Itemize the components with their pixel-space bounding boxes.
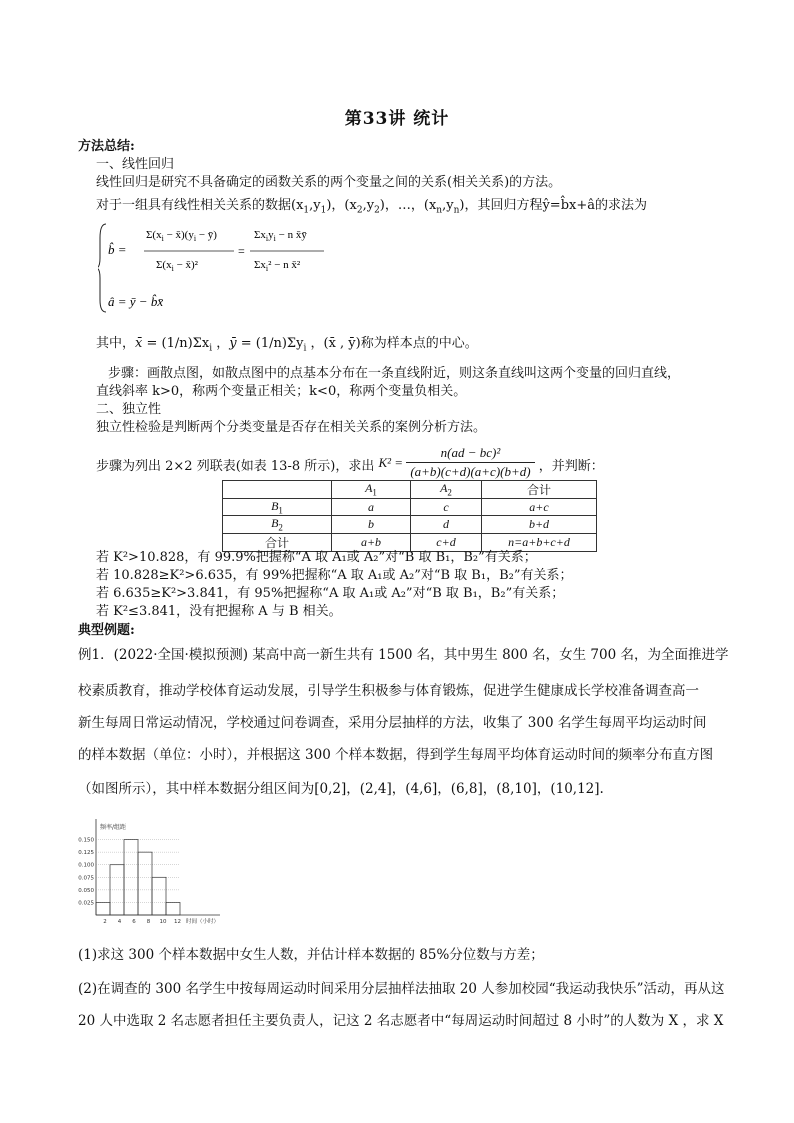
- sample-center-a: 其中，: [96, 336, 136, 351]
- section-2-title: 二、独立性: [96, 402, 162, 417]
- svg-text:Σxi² − n x̄²: $\Sigma x_i^2 - n$ x̄²: [254, 259, 301, 273]
- example-line-3: 新生每周日常运动情况，学校通过问卷调查，采用分层抽样的方法，收集了 300 名学生每周平均运动时间: [78, 715, 707, 731]
- example-line-2: 校素质教育，推动学校体育运动发展，引导学生积极参与体育锻炼，促进学生健康成长学校准备调查高一: [78, 683, 699, 699]
- section-1-line-2c: 的求法为: [595, 198, 648, 213]
- x-tick-label: 6: [132, 919, 136, 925]
- histogram-bar: [152, 877, 166, 915]
- table-cell: b+d: [482, 516, 597, 533]
- table-cell: c+d: [411, 533, 482, 551]
- x-axis-label: 时间（小时）: [186, 919, 220, 925]
- table-row: [223, 516, 597, 533]
- svg-text:â = ȳ − b̂x̄: â = ȳ − b̂x̄: [108, 294, 164, 309]
- table-cell: $A_1$: [332, 481, 411, 499]
- typical-examples-header: 典型例题:: [78, 623, 135, 638]
- x-tick-label: 10: [159, 919, 167, 925]
- contingency-table: [222, 480, 597, 552]
- table-cell: 合计: [223, 533, 332, 551]
- histogram-bar: [96, 902, 110, 915]
- svg-text:=: =: [238, 244, 245, 258]
- y-tick-label: 0.150: [78, 837, 94, 844]
- section-1-line-1: 线性回归是研究不具备确定的函数关系的两个变量之间的关系(相关关系)的方法。: [96, 175, 562, 190]
- table-cell: a+c: [482, 499, 597, 516]
- table-cell: 合计: [482, 481, 597, 499]
- x-tick-label: 4: [117, 919, 122, 925]
- regression-formula: [98, 218, 338, 318]
- method-summary-header: 方法总结:: [78, 139, 135, 154]
- y-tick-label: 0.050: [78, 887, 94, 894]
- table-header-row: [223, 481, 597, 499]
- judge-line-1: 若 K²>10.828，有 99.9%把握称“A 取 A₁或 A₂”对“B 取 B₁，B₂”有关系；: [96, 550, 537, 565]
- table-cell: a+b: [332, 533, 411, 551]
- svg-text:Σ(xi − x̄)²: $\Sigma(x_i$ − x̄)²: [156, 259, 198, 273]
- table-cell: c: [411, 499, 482, 516]
- question-1: (1)求这 300 个样本数据中女生人数，并估计样本数据的 85%分位数与方差；: [78, 947, 544, 963]
- section-1-line-2b: ，其回归方程: [464, 198, 543, 213]
- table-cell: $A_2$: [411, 481, 482, 499]
- histogram-bar: [138, 852, 152, 915]
- table-cell: a: [332, 499, 411, 516]
- table-cell: n=a+b+c+d: [482, 533, 597, 551]
- regression-equation: ŷ=b̂x+â: [542, 198, 595, 213]
- section-2-line-2a: 步骤为列出 2×2 列联表(如表 13-8 所示)，求出: [96, 459, 375, 474]
- data-points-text: $_1,y_1$)，$(x_2,y_2)$，…，$(x_n,y_n)$: [303, 198, 465, 216]
- section-2-line-1: 独立性检验是判断两个分类变量是否存在相关关系的案例分析方法。: [96, 420, 487, 435]
- example-line-1: 例1．(2022·全国·模拟预测) 某高中高一新生共有 1500 名，其中男生 800 名，女生 700 名，为全面推进学: [78, 647, 729, 663]
- x-tick-label: 2: [103, 919, 107, 925]
- y-tick-label: 0.025: [78, 900, 94, 907]
- section-1-steps-2: 直线斜率 k>0，称两个变量正相关；k<0，称两个变量负相关。: [96, 384, 467, 399]
- section-1-line-2a: 对于一组具有线性相关关系的数据(x: [96, 198, 304, 213]
- question-2-line-2: 20 人中选取 2 名志愿者担任主要负责人，记这 2 名志愿者中“每周运动时间超过 8 小时”的人数为 X ，求 X: [78, 1013, 724, 1029]
- section-2-line-2b: ，并判断：: [538, 459, 604, 474]
- svg-text:b̂ =: b̂ =: [108, 242, 127, 257]
- mean-formula: x̄ = $(1/n)\Sigma x_i$ ，ȳ = $(1/n)\Sigma y_i$ ，(x̄ , ȳ): [135, 336, 361, 354]
- example-line-4: 的样本数据（单位：小时），并根据这 300 个样本数据，得到学生每周平均体育运动时间的频率分布直方图: [78, 747, 714, 763]
- y-axis-label: 频率/组距: [100, 824, 127, 831]
- histogram-bar: [166, 902, 180, 915]
- k-squared-formula: K² = $\frac{\text{n(ad − bc)²}}{(a+b)(c+d)(a+c)(b+d)}$: [378, 444, 534, 481]
- table-cell: $B_1$: [223, 499, 332, 516]
- table-cell: d: [411, 516, 482, 533]
- table-cell: [223, 481, 332, 499]
- y-tick-label: 0.075: [78, 875, 94, 882]
- section-1-title: 一、线性回归: [96, 157, 175, 172]
- judge-line-2: 若 10.828≥K²>6.635，有 99%把握称“A 取 A₁或 A₂”对“B 取 B₁，B₂”有关系；: [96, 568, 573, 583]
- y-tick-label: 0.100: [78, 862, 94, 869]
- question-2-line-1: (2)在调查的 300 名学生中按每周运动时间采用分层抽样法抽取 20 人参加校园“我运动我快乐”活动，再从这: [78, 981, 725, 997]
- x-tick-label: 12: [174, 919, 181, 925]
- frequency-histogram: [72, 815, 272, 930]
- x-tick-label: 8: [146, 919, 151, 925]
- example-line-5: （如图所示），其中样本数据分组区间为[0,2]，(2,4]，(4,6]，(6,8]，(8,10]，(10,12].: [78, 781, 604, 797]
- page-title: 第33讲 统计: [344, 109, 450, 129]
- judge-line-4: 若 K²≤3.841，没有把握称 A 与 B 相关。: [96, 604, 342, 619]
- sample-center-b: 称为样本点的中心。: [360, 336, 478, 351]
- section-1-line-2: [96, 197, 647, 220]
- judge-line-3: 若 6.635≥K²>3.841，有 95%把握称“A 取 A₁或 A₂”对“B 取 B₁，B₂”有关系；: [96, 586, 565, 601]
- sample-center-line: [96, 335, 478, 358]
- table-row: [223, 499, 597, 516]
- y-tick-label: 0.125: [78, 850, 94, 857]
- svg-text:Σxiyi − n x̄ȳ: $\Sigma x_iy_i - n$ x̄ȳ: [254, 229, 307, 243]
- section-1-steps-1: 步骤：画散点图，如散点图中的点基本分布在一条直线附近，则这条直线叫这两个变量的回归直线，: [108, 366, 681, 381]
- table-cell: b: [332, 516, 411, 533]
- table-cell: $B_2$: [223, 516, 332, 533]
- svg-text:Σ(xi − x̄)(yi − ȳ): $\Sigma(x_i$ − $x̄)(y_i$ − ȳ): [146, 229, 217, 243]
